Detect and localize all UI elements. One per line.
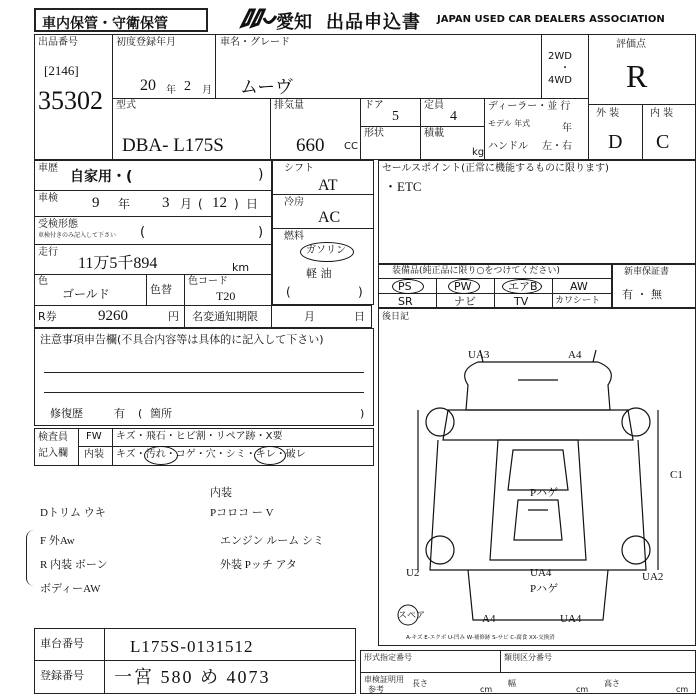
chassis-number: L175S-0131512 bbox=[130, 637, 254, 656]
km-unit: km bbox=[232, 261, 250, 274]
reg-year-label: 初度登録年月 bbox=[116, 37, 176, 48]
mark-a4-bottom: A4 bbox=[482, 613, 496, 625]
note-line-4: ボディーAW bbox=[40, 583, 101, 595]
receipt-close: ) bbox=[258, 225, 264, 240]
car-name-label: 車名・グレード bbox=[220, 37, 290, 48]
size-label: 車検証明用 bbox=[364, 675, 404, 684]
dealer-label: ディーラー・並 行 bbox=[488, 101, 571, 112]
drive-dot: ・ bbox=[560, 63, 570, 74]
year-unit: 年 bbox=[166, 85, 176, 96]
notes-heading: 内装 bbox=[210, 487, 232, 499]
history-paren: ) bbox=[258, 167, 264, 183]
cc-unit: CC bbox=[344, 141, 358, 152]
fuel-paren-open: ( bbox=[286, 285, 291, 299]
door-label: ドア bbox=[364, 100, 384, 111]
brand-name: 愛知 bbox=[276, 12, 312, 33]
repair-bracket-close: ) bbox=[360, 407, 365, 420]
cert-sub-label: 類別区分番号 bbox=[504, 653, 552, 662]
note-line-7: 外装 Pッチ アタ bbox=[220, 559, 297, 571]
equip-sr: SR bbox=[398, 295, 413, 308]
exterior-label: 外 装 bbox=[596, 108, 620, 119]
score-label: 評価点 bbox=[616, 39, 646, 50]
fuel-alt: 軽 油 bbox=[306, 267, 332, 280]
shape-label: 形状 bbox=[364, 128, 384, 139]
model-value: DBA- L175S bbox=[122, 135, 224, 156]
inspection-year-unit: 年 bbox=[118, 197, 131, 211]
reg-number: 一宮 580 め 4073 bbox=[114, 667, 271, 687]
yen-unit: 円 bbox=[168, 310, 179, 323]
model-year-unit: 年 bbox=[562, 123, 572, 134]
reg-number-label: 登録番号 bbox=[40, 669, 84, 682]
equip-airbag: エアB bbox=[508, 280, 538, 293]
equip-pw: PW bbox=[454, 280, 472, 293]
inspection-month: 3 bbox=[162, 195, 170, 211]
entry-label: 記入欄 bbox=[38, 448, 68, 459]
ac-label: 冷房 bbox=[284, 197, 304, 208]
damage-legend: A-キズ E-エクボ U-凹み W-補修跡 S-サビ C-腐食 XX-交換済 bbox=[406, 635, 555, 641]
note-line-5: Pコロコ ー V bbox=[210, 507, 274, 519]
interior-label: 内 装 bbox=[650, 108, 674, 119]
color-label: 色 bbox=[38, 276, 48, 287]
history-value: 自家用・( bbox=[70, 169, 133, 185]
pw-circle bbox=[448, 279, 480, 294]
airbag-circle bbox=[502, 279, 542, 294]
lot-label: 出品番号 bbox=[38, 37, 78, 48]
spare-label: スペア bbox=[398, 611, 426, 621]
mark-u2: U2 bbox=[406, 567, 420, 579]
warranty-value: 有 ・ 無 bbox=[622, 288, 662, 301]
storage-box bbox=[34, 8, 208, 32]
receipt-sub: 車検付きのみ記入して下さい bbox=[38, 232, 117, 239]
color-code-label: 色コード bbox=[188, 276, 228, 287]
lot-number: 35302 bbox=[38, 86, 103, 115]
mark-ua4-bottom: UA4 bbox=[560, 613, 582, 625]
color-value: ゴールド bbox=[62, 287, 110, 301]
capacity-label: 定員 bbox=[424, 100, 444, 111]
interior-row-label: 内装 bbox=[84, 449, 104, 460]
inspection-year: 9 bbox=[92, 195, 100, 211]
inspection-month-unit: 月 bbox=[180, 197, 193, 211]
mark-a4-top: A4 bbox=[568, 349, 582, 361]
repair-history-value: 有 bbox=[114, 407, 125, 420]
mileage-value: 11万5千894 bbox=[78, 255, 158, 272]
equip-seat: カワシート bbox=[555, 296, 601, 306]
note-line-6: エンジン ルーム シミ bbox=[220, 535, 324, 547]
handle-label: ハンドル bbox=[488, 141, 528, 152]
color-change-label: 色替 bbox=[150, 283, 172, 296]
car-name: ムーヴ bbox=[240, 77, 294, 97]
capacity-value: 4 bbox=[450, 109, 457, 124]
door-value: 5 bbox=[392, 109, 399, 124]
cert-label: 形式指定番号 bbox=[364, 653, 412, 662]
brand-logo-icon bbox=[238, 6, 278, 30]
page-title: 出品申込書 bbox=[326, 12, 421, 33]
r-ticket-amount: 9260 bbox=[98, 308, 128, 324]
equipment-label: 装備品(純正品に限り○をつけてください) bbox=[392, 266, 560, 276]
displacement-value: 660 bbox=[296, 135, 325, 156]
repair-bracket-open: ( bbox=[138, 407, 143, 420]
inspection-label: 車検 bbox=[38, 193, 58, 204]
height-unit: cm bbox=[676, 685, 689, 694]
after-label: 後日記 bbox=[382, 312, 410, 322]
receipt-label: 受検形態 bbox=[38, 219, 78, 230]
displacement-label: 排気量 bbox=[274, 100, 304, 111]
inspection-day-unit: 日 bbox=[246, 197, 259, 211]
length-label: 長さ bbox=[412, 679, 428, 688]
note-line-2: F 外Aw bbox=[40, 535, 75, 547]
sales-point-value: ・ETC bbox=[384, 179, 422, 194]
ac-value: AC bbox=[318, 209, 341, 226]
exterior-grade: D bbox=[608, 131, 623, 153]
fuel-value: ガソリン bbox=[306, 245, 346, 256]
r-ticket-label: R券 bbox=[38, 310, 57, 323]
width-unit: cm bbox=[576, 685, 589, 694]
tax-day: 日 bbox=[354, 310, 365, 323]
tax-month: 月 bbox=[304, 310, 315, 323]
note-line-1: Dトリム ウキ bbox=[40, 507, 106, 519]
mark-ua3: UA3 bbox=[468, 349, 490, 361]
fw-label: FW bbox=[86, 431, 102, 442]
repair-place-label: 箇所 bbox=[150, 407, 172, 420]
interior-items: キズ・汚れ・コゲ・穴・シミ・キレ・破レ bbox=[116, 449, 306, 460]
equip-tv: TV bbox=[514, 295, 529, 308]
equip-ps: PS bbox=[398, 280, 412, 293]
height-label: 高さ bbox=[604, 679, 620, 688]
model-label: 型式 bbox=[116, 100, 136, 111]
mark-ua2-right: UA2 bbox=[642, 571, 664, 583]
mark-paint-top: Pハゲ bbox=[530, 487, 559, 499]
length-unit: cm bbox=[480, 685, 493, 694]
note-line-3: R 内装 ボーン bbox=[40, 559, 108, 571]
ps-circle bbox=[392, 279, 424, 294]
mark-paint-bottom: Pハゲ bbox=[530, 583, 559, 595]
shift-label: シフト bbox=[284, 163, 314, 174]
shift-value: AT bbox=[318, 177, 338, 194]
inspection-day-open: ( bbox=[198, 197, 203, 211]
kg-unit: kg bbox=[472, 147, 485, 158]
sales-point-box bbox=[378, 160, 696, 264]
score-value: R bbox=[626, 58, 648, 94]
inspector-label: 検査員 bbox=[38, 432, 68, 443]
sales-point-label: セールスポイント(正常に機能するものに限ります) bbox=[382, 163, 609, 174]
fuel-paren-close: ) bbox=[358, 285, 363, 299]
notes-label: 注意事項申告欄(不具合内容等は具体的に記入して下さい) bbox=[40, 333, 324, 346]
lot-sub: [2146] bbox=[44, 63, 79, 78]
dirt-circle bbox=[144, 446, 178, 465]
month-unit: 月 bbox=[202, 85, 212, 96]
width-label: 幅 bbox=[508, 679, 516, 688]
warranty-label: 新車保証書 bbox=[624, 267, 670, 277]
color-code-value: T20 bbox=[216, 289, 236, 303]
interior-grade: C bbox=[656, 131, 670, 153]
drive-4wd: 4WD bbox=[548, 75, 572, 86]
note-bracket bbox=[26, 530, 41, 586]
handle-value: 左・右 bbox=[542, 141, 572, 152]
reg-year: 20 bbox=[140, 77, 156, 94]
history-label: 車歴 bbox=[38, 163, 58, 174]
tax-deadline-label: 名変通知期限 bbox=[192, 310, 258, 323]
model-year-label: モデル 年式 bbox=[488, 119, 531, 128]
inspection-day: 12 bbox=[212, 195, 227, 211]
equip-aw: AW bbox=[570, 280, 588, 293]
drive-2wd: 2WD bbox=[548, 51, 572, 62]
mark-ua4-mid: UA4 bbox=[530, 567, 552, 579]
stain-circle bbox=[254, 446, 286, 465]
mileage-label: 走行 bbox=[38, 247, 58, 258]
fw-items: キズ・飛石・ヒビ割・リペア跡・X要 bbox=[116, 431, 283, 442]
receipt-open: ( bbox=[140, 225, 146, 240]
fuel-label: 燃料 bbox=[284, 231, 304, 242]
inspection-day-close: ) bbox=[234, 197, 239, 211]
page-subtitle: JAPAN USED CAR DEALERS ASSOCIATION bbox=[437, 14, 665, 25]
equip-navi: ナビ bbox=[454, 295, 476, 308]
repair-history-label: 修復歴 bbox=[50, 407, 83, 420]
chassis-label: 車台番号 bbox=[40, 637, 84, 650]
reg-month: 2 bbox=[184, 79, 191, 94]
load-label: 積載 bbox=[424, 128, 444, 139]
storage-label: 車内保管・守衛保管 bbox=[42, 16, 168, 32]
mark-c1: C1 bbox=[670, 469, 683, 481]
ref-label: 参考 bbox=[368, 685, 384, 694]
